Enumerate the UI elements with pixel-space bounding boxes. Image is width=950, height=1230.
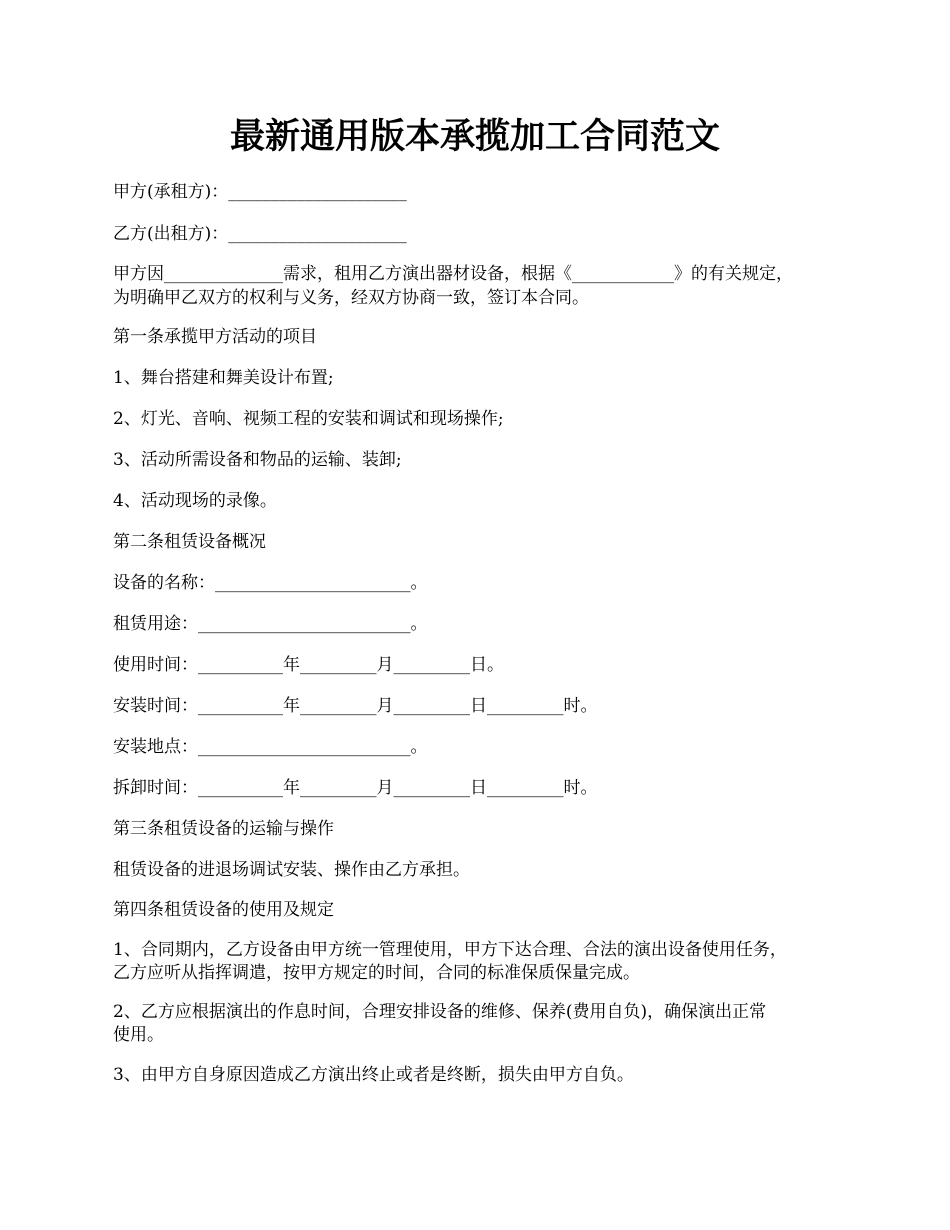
document-title: 最新通用版本承揽加工合同范文 <box>229 116 720 157</box>
usage-time-line: 使用时间：__________年_________月_________日。 <box>113 655 504 675</box>
party-a-line: 甲方(承租方)：_____________________ <box>113 182 407 202</box>
article-4-item-1-line-2: 乙方应听从指挥调遣，按甲方规定的时间，合同的标准保质保量完成。 <box>113 963 640 983</box>
rental-purpose-line: 租赁用途：_________________________。 <box>113 614 428 634</box>
article-1-item-4: 4、活动现场的录像。 <box>113 491 277 511</box>
article-2-heading: 第二条租赁设备概况 <box>113 532 266 552</box>
article-1-item-3: 3、活动所需设备和物品的运输、装卸; <box>113 450 402 470</box>
article-1-heading: 第一条承揽甲方活动的项目 <box>113 327 317 347</box>
article-3-heading: 第三条租赁设备的运输与操作 <box>113 819 334 839</box>
install-location-line: 安装地点：_________________________。 <box>113 737 428 757</box>
article-1-item-2: 2、灯光、音响、视频工程的安装和调试和现场操作; <box>113 409 504 429</box>
dismantle-time-line: 拆卸时间：__________年_________月_________日_________时。 <box>113 778 598 798</box>
article-3-text: 租赁设备的进退场调试安装、操作由乙方承担。 <box>113 860 470 880</box>
preamble-line-1: 甲方因______________需求，租用乙方演出器材设备，根据《____________》的有关规定， <box>113 264 793 284</box>
article-4-item-2-line-2: 使用。 <box>113 1025 164 1045</box>
party-b-line: 乙方(出租方)：_____________________ <box>113 224 407 244</box>
article-1-item-1: 1、舞台搭建和舞美设计布置; <box>113 368 334 388</box>
preamble-line-2: 为明确甲乙双方的权利与义务，经双方协商一致，签订本合同。 <box>113 288 589 308</box>
install-time-line: 安装时间：__________年_________月_________日_________时。 <box>113 696 598 716</box>
equipment-name-line: 设备的名称：_______________________。 <box>113 573 428 593</box>
article-4-heading: 第四条租赁设备的使用及规定 <box>113 900 334 920</box>
article-4-item-2-line-1: 2、乙方应根据演出的作息时间，合理安排设备的维修、保养(费用自负)，确保演出正常 <box>113 1002 767 1022</box>
article-4-item-3: 3、由甲方自身原因造成乙方演出终止或者是终断，损失由甲方自负。 <box>113 1065 634 1085</box>
article-4-item-1-line-1: 1、合同期内，乙方设备由甲方统一管理使用，甲方下达合理、合法的演出设备使用任务， <box>113 940 787 960</box>
